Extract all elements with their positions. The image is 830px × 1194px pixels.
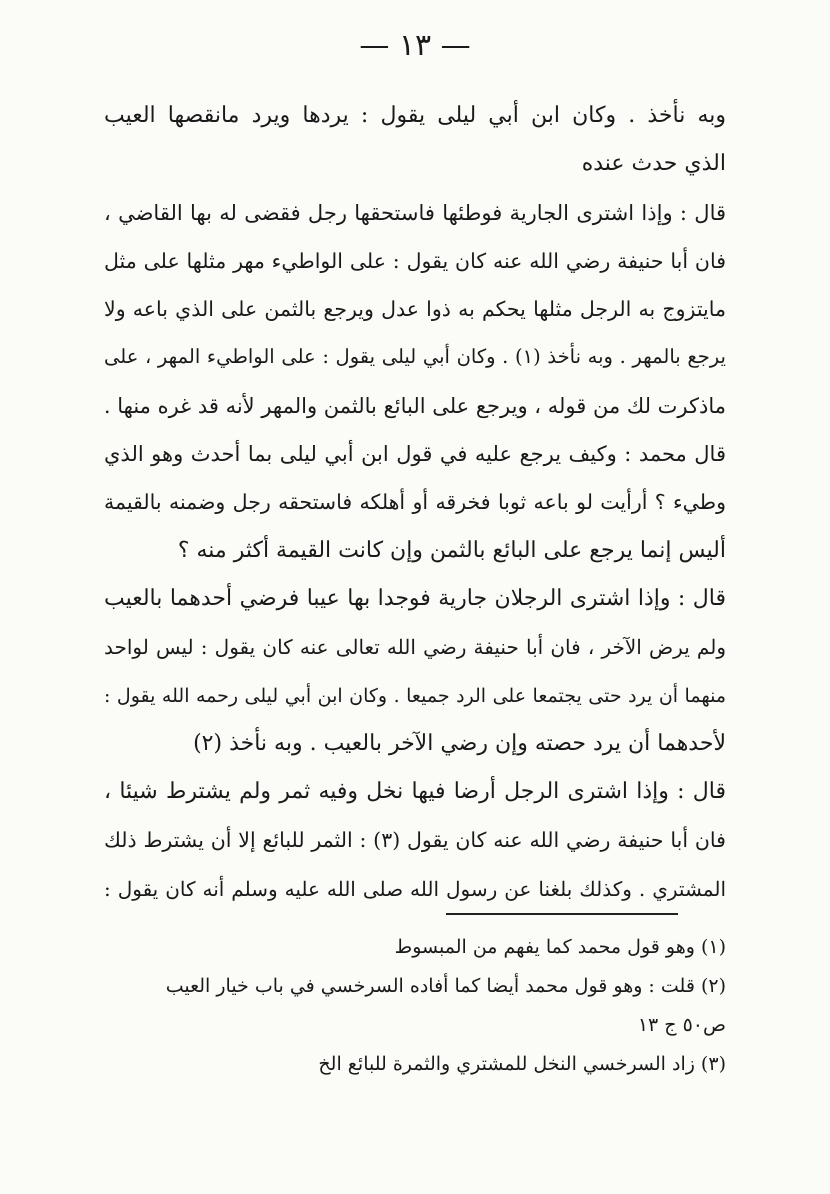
text-line: فان أبا حنيفة رضي الله عنه كان يقول : على الواطيء مهر مثلها على مثل (104, 248, 726, 273)
footnotes (104, 928, 726, 1084)
text-line: قال : وإذا اشترى الجارية فوطئها فاستحقها رجل فقضى له بها القاضي ، (104, 200, 726, 225)
footnote-continuation: ص٥٠ ج ١٣ (637, 1014, 726, 1036)
text-line: يرجع بالمهر . وبه نأخذ (١) . وكان أبي ليلى يقول : على الواطيء المهر ، على (104, 345, 726, 369)
text-line: لأحدهما أن يرد حصته وإن رضي الآخر بالعيب . وبه نأخذ (٢) (193, 730, 726, 756)
text-line: قال : وإذا اشترى الرجل أرضا فيها نخل وفيه ثمر ولم يشترط شيئا ، (104, 779, 726, 805)
text-line: الذي حدث عنده (581, 151, 726, 177)
footnote: (١) وهو قول محمد كما يفهم من المبسوط (394, 936, 726, 958)
footnote-divider (446, 913, 678, 915)
text-line: مايتزوج به الرجل مثلها يحكم به ذوا عدل ويرجع بالثمن على الذي باعه ولا (104, 297, 726, 322)
page-number: — ١٣ — (359, 28, 471, 63)
text-line: منهما أن يرد حتى يجتمعا على الرد جميعا . وكان ابن أبي ليلى رحمه الله يقول : (104, 684, 726, 707)
text-line: المشتري . وكذلك بلغنا عن رسول الله صلى الله عليه وسلم أنه كان يقول : (104, 876, 726, 901)
text-line: فان أبا حنيفة رضي الله عنه كان يقول (٣) : الثمر للبائع إلا أن يشترط ذلك (104, 828, 726, 853)
text-line: ولم يرض الآخر ، فان أبا حنيفة رضي الله تعالى عنه كان يقول : ليس لواحد (104, 635, 726, 660)
text-line: ماذكرت لك من قوله ، ويرجع على البائع بالثمن والمهر لأنه قد غره منها . (103, 393, 726, 418)
text-line: أليس إنما يرجع على البائع بالثمن وإن كانت القيمة أكثر منه ؟ (177, 537, 726, 563)
footnote: (٣) زاد السرخسي النخل للمشتري والثمرة للبائع الخ (318, 1053, 726, 1075)
text-line: قال : وإذا اشترى الرجلان جارية فوجدا بها عيبا فرضي أحدهما بالعيب (104, 585, 726, 611)
footnote: (٢) قلت : وهو قول محمد أيضا كما أفاده السرخسي في باب خيار العيب (165, 975, 726, 997)
text-line: وطيء ؟ أرأيت لو باعه ثوبا فخرقه أو أهلكه فاستحقه رجل وضمنه بالقيمة (104, 490, 726, 515)
text-line: قال محمد : وكيف يرجع عليه في قول ابن أبي ليلى بما أحدث وهو الذي (104, 442, 726, 467)
text-line: وبه نأخذ . وكان ابن أبي ليلى يقول : يردها ويرد مانقصها العيب (104, 103, 726, 128)
main-text (104, 92, 726, 913)
